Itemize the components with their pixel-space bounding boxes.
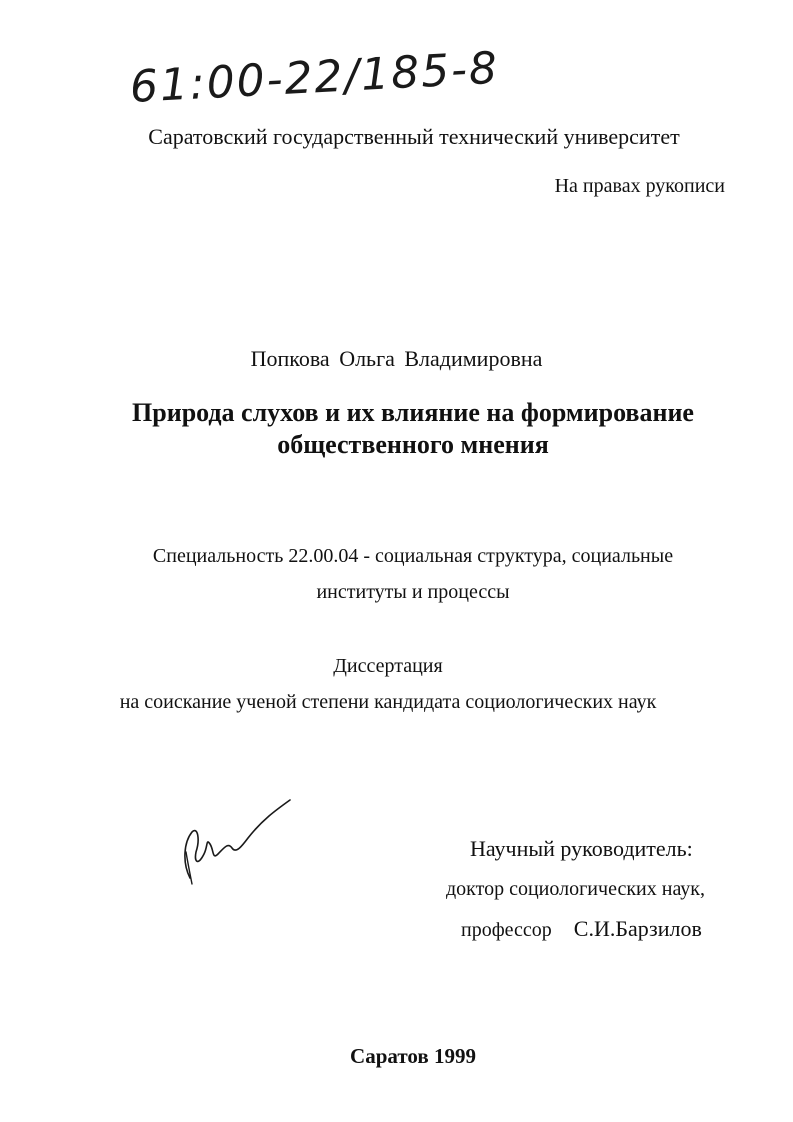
signature-stroke-1 <box>185 800 290 878</box>
advisor-name-row <box>461 916 702 942</box>
university-name: Саратовский государственный технический университет <box>148 124 680 149</box>
specialty-line-2: институты и процессы <box>316 581 510 603</box>
advisor-degree: доктор социологических наук, <box>446 878 706 900</box>
specialty-block <box>0 538 793 610</box>
degree-block <box>0 648 776 720</box>
title-line-1: Природа слухов и их влияние на формирование <box>132 398 694 427</box>
advisor-name: С.И.Барзилов <box>573 916 702 941</box>
title-line-2: общественного мнения <box>277 430 549 459</box>
author-signature <box>176 792 296 888</box>
advisor-heading: Научный руководитель: <box>470 836 693 861</box>
manuscript-rights-note: На правах рукописи <box>554 175 725 197</box>
author-name: Попкова Ольга Владимировна <box>250 346 543 371</box>
dissertation-title <box>0 397 793 461</box>
degree-description: на соискание ученой степени кандидата социологических наук <box>119 691 657 713</box>
degree-label: Диссертация <box>333 655 443 677</box>
city-year: Саратов 1999 <box>350 1044 476 1068</box>
specialty-line-1: Специальность 22.00.04 - социальная структура, социальные <box>152 545 674 567</box>
advisor-position: профессор <box>461 919 552 941</box>
handwritten-archive-code: 61:00-22/185-8 <box>128 42 501 113</box>
